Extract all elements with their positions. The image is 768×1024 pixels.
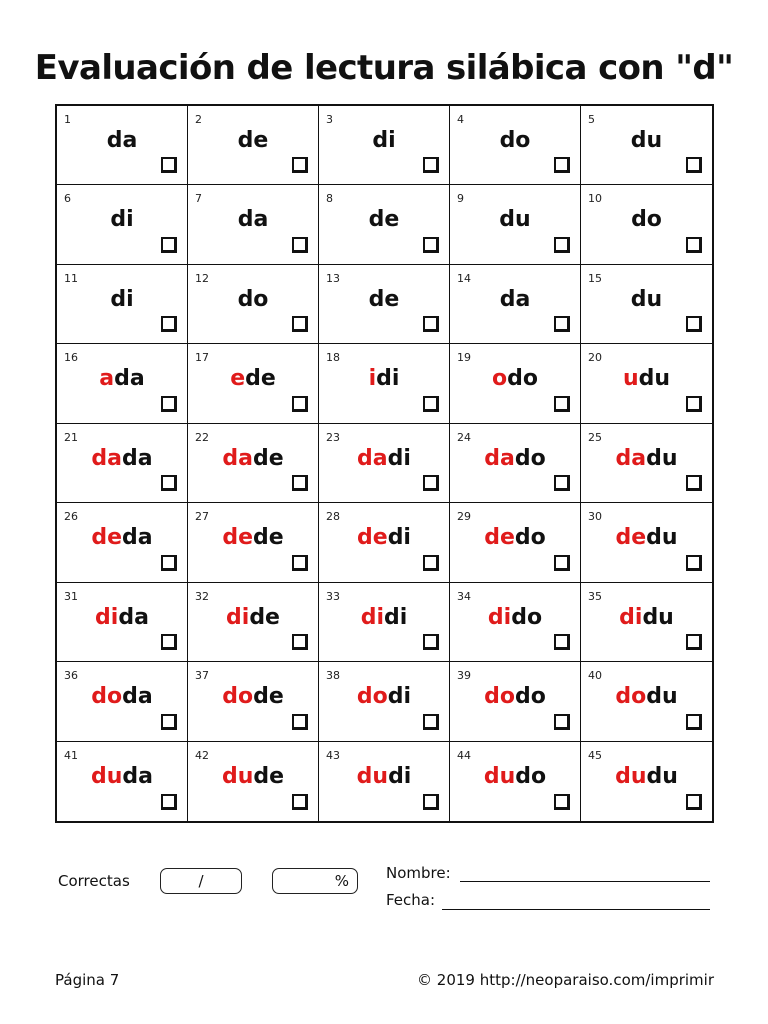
- syllable-prefix: i: [368, 366, 377, 392]
- syllable-prefix: a: [99, 366, 115, 392]
- syllable-base: do: [499, 128, 531, 153]
- syllable-cell: [319, 424, 450, 503]
- syllable-word: [581, 446, 712, 471]
- syllable-prefix: da: [222, 445, 253, 471]
- cell-number: 40: [588, 669, 602, 683]
- checkbox-icon[interactable]: [161, 794, 177, 810]
- cell-number: 9: [457, 192, 464, 206]
- cell-number: 33: [326, 589, 340, 603]
- cell-number: 36: [64, 669, 78, 683]
- date-line[interactable]: [442, 909, 710, 910]
- cell-number: 2: [195, 113, 202, 126]
- cell-number: 32: [195, 589, 209, 603]
- syllable-prefix: de: [91, 525, 123, 551]
- syllable-prefix: de: [484, 525, 515, 551]
- syllable-word: [57, 446, 187, 471]
- checkbox-icon[interactable]: [686, 634, 702, 650]
- cell-number: 16: [64, 351, 78, 365]
- checkbox-icon[interactable]: [423, 316, 439, 332]
- syllable-prefix: di: [487, 604, 512, 630]
- page-title: Evaluación de lectura silábica con "d": [34, 48, 734, 88]
- syllable-base: du: [630, 286, 663, 312]
- cell-number: 11: [64, 271, 78, 285]
- syllable-word: [188, 684, 318, 709]
- checkbox-icon[interactable]: [554, 714, 570, 730]
- syllable-cell: [188, 662, 319, 741]
- syllable-cell: [188, 424, 319, 503]
- syllable-word: [450, 366, 580, 391]
- checkbox-icon[interactable]: [554, 634, 570, 650]
- cell-number: 3: [326, 113, 333, 126]
- syllable-cell: [57, 503, 188, 582]
- cell-number: 31: [64, 589, 78, 603]
- checkbox-icon[interactable]: [161, 237, 177, 253]
- syllable-word: [319, 684, 449, 709]
- cell-number: 1: [64, 113, 71, 126]
- syllable-prefix: di: [226, 604, 250, 630]
- date-label: Fecha:: [386, 891, 436, 909]
- cell-number: 21: [64, 430, 78, 444]
- syllable-base: de: [253, 525, 284, 551]
- syllable-prefix: do: [484, 684, 515, 710]
- syllable-word: [581, 764, 712, 789]
- syllable-cell: [319, 583, 450, 662]
- syllable-cell: [188, 265, 319, 344]
- checkbox-icon[interactable]: [423, 237, 439, 253]
- syllable-word: [319, 764, 449, 789]
- syllable-prefix: du: [356, 763, 389, 789]
- syllable-base: du: [642, 604, 674, 630]
- syllable-prefix: du: [221, 763, 254, 789]
- syllable-word: [581, 287, 712, 312]
- cell-number: 23: [326, 430, 340, 444]
- syllable-base: do: [631, 207, 662, 233]
- syllable-prefix: do: [222, 684, 254, 710]
- syllable-prefix: du: [615, 763, 647, 789]
- cell-number: 7: [195, 192, 202, 206]
- syllable-base: du: [630, 128, 663, 153]
- name-label: Nombre:: [386, 864, 451, 882]
- syllable-base: di: [388, 763, 412, 789]
- checkbox-icon[interactable]: [161, 475, 177, 491]
- syllable-word: [581, 605, 712, 630]
- checkbox-icon[interactable]: [292, 316, 308, 332]
- cell-number: 38: [326, 669, 340, 683]
- syllable-cell: [319, 662, 450, 741]
- syllable-cell: [57, 106, 188, 185]
- checkbox-icon[interactable]: [423, 714, 439, 730]
- syllable-cell: [188, 583, 319, 662]
- cell-number: 5: [588, 113, 595, 126]
- cell-number: 19: [457, 351, 471, 365]
- syllable-word: [57, 525, 187, 550]
- syllable-cell: [57, 424, 188, 503]
- syllable-base: da: [499, 286, 531, 312]
- syllable-base: de: [245, 366, 276, 392]
- syllable-base: di: [110, 286, 134, 312]
- syllable-cell: [450, 424, 581, 503]
- syllable-base: do: [507, 366, 538, 392]
- checkbox-icon[interactable]: [423, 555, 439, 571]
- syllable-word: [450, 605, 580, 630]
- syllable-word: [450, 207, 580, 232]
- cell-number: 17: [195, 351, 209, 365]
- percent-field[interactable]: %: [272, 868, 358, 894]
- syllable-prefix: o: [492, 366, 508, 392]
- cell-number: 35: [588, 589, 602, 603]
- syllable-word: [581, 207, 712, 232]
- syllable-cell: [581, 503, 712, 582]
- syllable-prefix: di: [95, 604, 119, 630]
- syllable-word: [57, 207, 187, 232]
- syllable-base: da: [122, 684, 153, 710]
- syllable-prefix: do: [91, 684, 123, 710]
- syllable-cell: [188, 742, 319, 821]
- syllable-base: do: [514, 525, 546, 551]
- cell-number: 43: [326, 748, 340, 762]
- syllable-grid: [55, 104, 714, 823]
- checkbox-icon[interactable]: [292, 555, 308, 571]
- syllable-base: de: [252, 445, 284, 471]
- syllable-word: [581, 684, 712, 709]
- syllable-base: di: [384, 604, 408, 630]
- syllable-cell: [319, 185, 450, 264]
- cell-number: 30: [588, 510, 602, 524]
- syllable-base: da: [114, 366, 145, 392]
- checkbox-icon[interactable]: [423, 157, 439, 173]
- syllable-base: de: [368, 207, 400, 233]
- syllable-word: [188, 764, 318, 789]
- checkbox-icon[interactable]: [554, 237, 570, 253]
- checkbox-icon[interactable]: [161, 157, 177, 173]
- name-line[interactable]: [460, 881, 710, 882]
- checkbox-icon[interactable]: [423, 396, 439, 412]
- syllable-word: [450, 446, 580, 471]
- syllable-word: [57, 684, 187, 709]
- syllable-base: di: [110, 207, 134, 233]
- checkbox-icon[interactable]: [554, 157, 570, 173]
- syllable-cell: [581, 662, 712, 741]
- cell-number: 20: [588, 351, 602, 365]
- syllable-word: [57, 128, 187, 153]
- syllable-word: [319, 446, 449, 471]
- syllable-cell: [57, 185, 188, 264]
- syllable-word: [188, 207, 318, 232]
- checkbox-icon[interactable]: [423, 475, 439, 491]
- checkbox-icon[interactable]: [686, 794, 702, 810]
- syllable-prefix: di: [360, 604, 384, 630]
- cell-number: 14: [457, 271, 471, 285]
- syllable-word: [188, 605, 318, 630]
- syllable-base: de: [253, 763, 285, 789]
- copyright: © 2019 http://neoparaiso.com/imprimir: [417, 971, 714, 989]
- syllable-base: da: [106, 128, 138, 153]
- syllable-cell: [57, 265, 188, 344]
- syllable-prefix: do: [615, 684, 647, 710]
- syllable-cell: [450, 583, 581, 662]
- syllable-base: da: [122, 525, 153, 551]
- checkbox-icon[interactable]: [161, 396, 177, 412]
- syllable-word: [450, 287, 580, 312]
- checkbox-icon[interactable]: [686, 237, 702, 253]
- syllable-cell: [188, 344, 319, 423]
- syllable-word: [450, 764, 580, 789]
- syllable-base: da: [118, 604, 149, 630]
- syllable-cell: [581, 742, 712, 821]
- syllable-word: [188, 525, 318, 550]
- syllable-prefix: da: [357, 445, 388, 471]
- syllable-cell: [319, 503, 450, 582]
- syllable-base: di: [372, 128, 396, 153]
- syllable-prefix: do: [356, 684, 388, 710]
- checkbox-icon[interactable]: [686, 396, 702, 412]
- syllable-cell: [57, 344, 188, 423]
- cell-number: 12: [195, 271, 209, 285]
- syllable-cell: [188, 185, 319, 264]
- syllable-cell: [319, 344, 450, 423]
- syllable-cell: [581, 583, 712, 662]
- syllable-base: di: [387, 445, 411, 471]
- syllable-cell: [319, 265, 450, 344]
- cell-number: 45: [588, 748, 602, 762]
- syllable-cell: [450, 106, 581, 185]
- syllable-prefix: du: [90, 763, 123, 789]
- page-number: Página 7: [55, 971, 120, 989]
- checkbox-icon[interactable]: [292, 237, 308, 253]
- cell-number: 27: [195, 510, 209, 524]
- syllable-word: [57, 287, 187, 312]
- syllable-cell: [450, 662, 581, 741]
- cell-number: 28: [326, 510, 340, 524]
- syllable-prefix: de: [222, 525, 253, 551]
- syllable-word: [319, 207, 449, 232]
- syllable-base: da: [122, 763, 153, 789]
- syllable-cell: [581, 265, 712, 344]
- syllable-prefix: da: [484, 445, 515, 471]
- syllable-base: du: [638, 366, 671, 392]
- syllable-word: [57, 366, 187, 391]
- cell-number: 15: [588, 271, 602, 285]
- syllable-cell: [450, 503, 581, 582]
- syllable-cell: [57, 742, 188, 821]
- syllable-base: di: [387, 684, 412, 710]
- syllable-word: [581, 366, 712, 391]
- checkbox-icon[interactable]: [554, 396, 570, 412]
- syllable-word: [581, 525, 712, 550]
- checkbox-icon[interactable]: [686, 157, 702, 173]
- syllable-word: [188, 287, 318, 312]
- cell-number: 37: [195, 669, 209, 683]
- syllable-base: de: [237, 128, 269, 153]
- correct-count-field[interactable]: /: [160, 868, 242, 894]
- syllable-base: da: [237, 207, 269, 233]
- syllable-base: du: [646, 763, 678, 789]
- checkbox-icon[interactable]: [423, 634, 439, 650]
- syllable-cell: [581, 344, 712, 423]
- syllable-prefix: di: [619, 604, 643, 630]
- syllable-base: de: [368, 286, 400, 312]
- syllable-word: [450, 525, 580, 550]
- syllable-base: di: [376, 366, 400, 392]
- cell-number: 34: [457, 589, 471, 603]
- syllable-cell: [188, 503, 319, 582]
- syllable-prefix: du: [483, 763, 516, 789]
- syllable-cell: [57, 662, 188, 741]
- syllable-word: [188, 366, 318, 391]
- cell-number: 10: [588, 192, 602, 206]
- syllable-word: [188, 128, 318, 153]
- syllable-cell: [319, 106, 450, 185]
- checkbox-icon[interactable]: [686, 555, 702, 571]
- syllable-word: [57, 764, 187, 789]
- syllable-base: da: [122, 445, 153, 471]
- checkbox-icon[interactable]: [554, 555, 570, 571]
- syllable-prefix: da: [615, 445, 647, 471]
- checkbox-icon[interactable]: [292, 396, 308, 412]
- syllable-base: de: [253, 684, 284, 710]
- cell-number: 39: [457, 669, 471, 683]
- checkbox-icon[interactable]: [292, 634, 308, 650]
- syllable-cell: [450, 185, 581, 264]
- syllable-cell: [581, 106, 712, 185]
- syllable-word: [319, 525, 449, 550]
- checkbox-icon[interactable]: [554, 475, 570, 491]
- syllable-word: [319, 287, 449, 312]
- syllable-cell: [581, 185, 712, 264]
- checkbox-icon[interactable]: [161, 555, 177, 571]
- syllable-word: [319, 366, 449, 391]
- syllable-prefix: de: [357, 525, 388, 551]
- syllable-word: [57, 605, 187, 630]
- syllable-cell: [450, 265, 581, 344]
- syllable-base: do: [237, 286, 269, 312]
- checkbox-icon[interactable]: [686, 475, 702, 491]
- syllable-base: do: [514, 445, 546, 471]
- syllable-cell: [581, 424, 712, 503]
- checkbox-icon[interactable]: [161, 316, 177, 332]
- checkbox-icon[interactable]: [161, 634, 177, 650]
- cell-number: 41: [64, 748, 78, 762]
- syllable-word: [188, 446, 318, 471]
- checkbox-icon[interactable]: [686, 316, 702, 332]
- syllable-base: du: [646, 684, 678, 710]
- syllable-cell: [188, 106, 319, 185]
- checkbox-icon[interactable]: [292, 475, 308, 491]
- checkbox-icon[interactable]: [554, 316, 570, 332]
- cell-number: 8: [326, 192, 333, 206]
- syllable-word: [319, 605, 449, 630]
- syllable-base: do: [515, 684, 546, 710]
- syllable-prefix: e: [230, 366, 246, 392]
- checkbox-icon[interactable]: [292, 794, 308, 810]
- cell-number: 44: [457, 748, 471, 762]
- cell-number: 6: [64, 192, 71, 206]
- syllable-base: de: [249, 604, 280, 630]
- cell-number: 25: [588, 430, 602, 444]
- checkbox-icon[interactable]: [292, 714, 308, 730]
- syllable-cell: [319, 742, 450, 821]
- syllable-prefix: u: [622, 366, 639, 392]
- syllable-cell: [450, 742, 581, 821]
- syllable-base: du: [499, 207, 531, 233]
- checkbox-icon[interactable]: [292, 157, 308, 173]
- cell-number: 4: [457, 113, 464, 126]
- correct-label: Correctas: [58, 872, 130, 890]
- syllable-word: [319, 128, 449, 153]
- checkbox-icon[interactable]: [554, 794, 570, 810]
- syllable-word: [450, 684, 580, 709]
- syllable-cell: [57, 583, 188, 662]
- syllable-cell: [450, 344, 581, 423]
- cell-number: 24: [457, 430, 471, 444]
- syllable-base: di: [387, 525, 411, 551]
- cell-number: 29: [457, 510, 471, 524]
- syllable-base: do: [515, 763, 547, 789]
- syllable-base: du: [646, 525, 678, 551]
- syllable-word: [581, 128, 712, 153]
- syllable-prefix: de: [615, 525, 647, 551]
- syllable-base: do: [511, 604, 543, 630]
- cell-number: 18: [326, 351, 340, 365]
- checkbox-icon[interactable]: [161, 714, 177, 730]
- checkbox-icon[interactable]: [423, 794, 439, 810]
- cell-number: 42: [195, 748, 209, 762]
- checkbox-icon[interactable]: [686, 714, 702, 730]
- cell-number: 22: [195, 430, 209, 444]
- cell-number: 26: [64, 510, 78, 524]
- syllable-word: [450, 128, 580, 153]
- cell-number: 13: [326, 271, 340, 285]
- syllable-base: du: [646, 445, 678, 471]
- syllable-prefix: da: [91, 445, 122, 471]
